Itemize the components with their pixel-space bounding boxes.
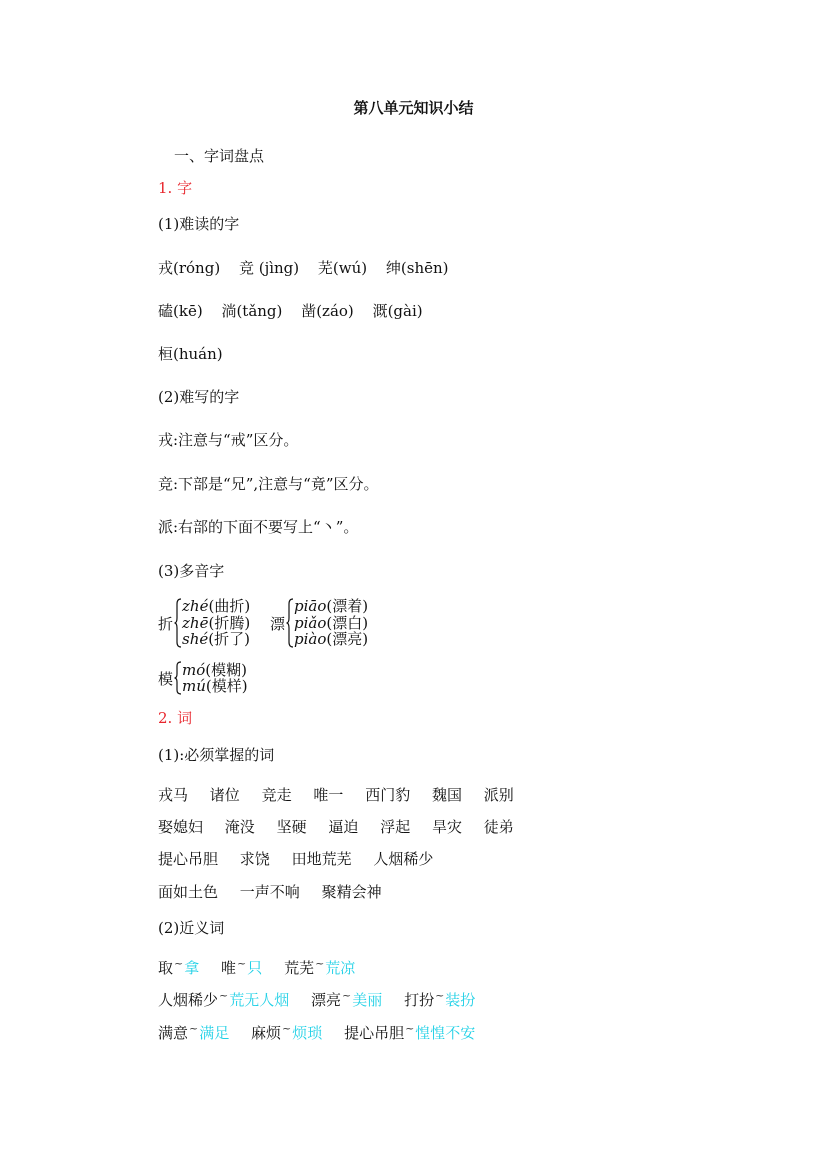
- word: 魏国: [431, 786, 462, 804]
- synonym-word: 荒芜: [284, 959, 315, 977]
- hard-write-label: (2)难写的字: [158, 388, 240, 406]
- word: 派别: [483, 786, 514, 804]
- pinyin-item: 绅(shēn): [385, 259, 449, 277]
- example-word: (折了): [208, 630, 250, 649]
- pinyin-reading: piǎo: [294, 613, 327, 632]
- synonym-word: 漂亮: [311, 991, 342, 1009]
- subsection-heading-ci: 2. 词: [158, 709, 193, 727]
- polyphone-option: [294, 631, 368, 648]
- example-word: (模糊): [205, 660, 247, 679]
- tilde-mark: ~: [435, 989, 445, 1002]
- section-heading: 一、字词盘点: [174, 147, 265, 165]
- example-word: (折腾): [208, 613, 251, 632]
- word: 提心吊胆: [158, 850, 219, 868]
- example-word: (模样): [205, 677, 248, 695]
- word: 戎马: [158, 786, 189, 804]
- brace-icon: [286, 598, 294, 648]
- word: 田地荒芜: [291, 850, 352, 868]
- brace-icon: [174, 661, 182, 695]
- polyphone-option: [182, 662, 248, 679]
- polyphone-group: [270, 598, 368, 648]
- synonym-match: 荒凉: [325, 959, 356, 977]
- synonym-match: 装扮: [445, 991, 476, 1009]
- polyphone-char: 模: [158, 669, 174, 688]
- hard-write-item: 竞:下部是“兄”,注意与“竟”区分。: [158, 475, 379, 493]
- word: 人烟稀少: [373, 850, 434, 868]
- polyphone-char: 漂: [270, 614, 286, 633]
- pinyin-reading: shé: [182, 630, 209, 649]
- word-row: [158, 785, 514, 805]
- word: 徒弟: [483, 818, 514, 836]
- word-row: [158, 882, 382, 902]
- synonym-word: 满意: [158, 1024, 189, 1042]
- hard-write-item: 戎:注意与“戒”区分。: [158, 431, 299, 449]
- pinyin-reading: zhē: [182, 613, 209, 632]
- polyphone-option: [182, 678, 248, 695]
- synonym-row: [158, 958, 355, 980]
- example-word: (曲折): [208, 597, 251, 616]
- synonym-word: 取: [158, 959, 174, 977]
- brace-icon: [174, 598, 182, 648]
- example-word: (漂着): [326, 597, 369, 616]
- word: 娶媳妇: [158, 818, 204, 836]
- pinyin-reading: zhé: [182, 597, 209, 616]
- polyphone-option: [294, 615, 368, 632]
- word: 浮起: [380, 818, 411, 836]
- tilde-mark: ~: [174, 957, 184, 970]
- word-row: [158, 817, 514, 837]
- pinyin-item: 竞 (jìng): [238, 259, 300, 277]
- pinyin-reading: piāo: [294, 597, 327, 616]
- synonym-match: 拿: [184, 959, 200, 977]
- synonym-match: 美丽: [352, 991, 383, 1009]
- word: 逼迫: [328, 818, 359, 836]
- tilde-mark: ~: [342, 989, 352, 1002]
- pinyin-item: 凿(záo): [301, 302, 354, 320]
- pinyin-reading: mú: [182, 677, 206, 695]
- pinyin-row-2: [158, 301, 423, 321]
- tilde-mark: ~: [237, 957, 247, 970]
- word: 面如土色: [158, 883, 219, 901]
- polyphone-option: [182, 598, 250, 615]
- synonym-match: 荒无人烟: [229, 991, 290, 1009]
- word: 西门豹: [365, 786, 411, 804]
- tilde-mark: ~: [282, 1022, 292, 1035]
- word: 旱灾: [431, 818, 462, 836]
- subsection-heading-zi: 1. 字: [158, 179, 193, 197]
- polyphone-option: [182, 615, 250, 632]
- hard-read-label: (1)难读的字: [158, 215, 240, 233]
- synonym-word: 唯: [221, 959, 237, 977]
- synonym-match: 只: [247, 959, 263, 977]
- pinyin-row-3: [158, 344, 223, 364]
- pinyin-row-1: [158, 258, 449, 278]
- polyphone-option: [294, 598, 368, 615]
- hard-write-item: 派:右部的下面不要写上“丶”。: [158, 518, 359, 536]
- word: 淹没: [224, 818, 255, 836]
- polyphone-label: (3)多音字: [158, 562, 225, 580]
- synonym-match: 惶惶不安: [415, 1024, 476, 1042]
- word: 聚精会神: [321, 883, 382, 901]
- synonym-word: 提心吊胆: [344, 1024, 405, 1042]
- word: 唯一: [313, 786, 344, 804]
- tilde-mark: ~: [405, 1022, 415, 1035]
- pinyin-item: 淌(tǎng): [221, 302, 283, 320]
- pinyin-item: 戎(róng): [158, 259, 221, 277]
- word: 求饶: [239, 850, 270, 868]
- pinyin-item: 芜(wú): [317, 259, 368, 277]
- pinyin-item: 桓(huán): [158, 345, 223, 363]
- pinyin-reading: piào: [294, 630, 327, 649]
- synonym-row: [158, 1023, 475, 1045]
- pinyin-item: 溉(gài): [372, 302, 423, 320]
- word: 坚硬: [276, 818, 307, 836]
- polyphone-group: [158, 598, 250, 648]
- word-row: [158, 849, 433, 869]
- synonym-word: 打扮: [404, 991, 435, 1009]
- example-word: (漂亮): [326, 630, 369, 649]
- polyphone-option: [182, 631, 250, 648]
- word: 竞走: [261, 786, 292, 804]
- word: 诸位: [209, 786, 240, 804]
- pinyin-item: 磕(kē): [158, 302, 203, 320]
- tilde-mark: ~: [219, 989, 229, 1002]
- synonym-word: 麻烦: [251, 1024, 282, 1042]
- synonym-row: [158, 990, 475, 1012]
- tilde-mark: ~: [189, 1022, 199, 1035]
- synonym-match: 烦琐: [292, 1024, 323, 1042]
- must-master-label: (1):必须掌握的词: [158, 746, 275, 764]
- synonyms-label: (2)近义词: [158, 919, 225, 937]
- polyphone-group: [158, 661, 248, 695]
- synonym-word: 人烟稀少: [158, 991, 219, 1009]
- polyphone-char: 折: [158, 614, 174, 633]
- tilde-mark: ~: [315, 957, 325, 970]
- synonym-match: 满足: [199, 1024, 230, 1042]
- example-word: (漂白): [326, 613, 369, 632]
- pinyin-reading: mó: [182, 660, 206, 679]
- word: 一声不响: [239, 883, 300, 901]
- page-title: 第八单元知识小结: [353, 99, 474, 117]
